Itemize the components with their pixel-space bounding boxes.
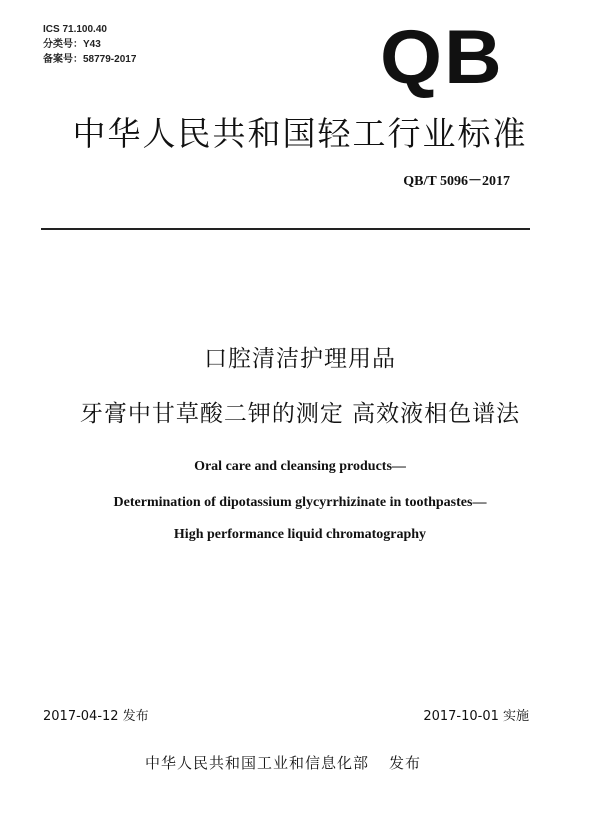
english-title-line-3: High performance liquid chromatography [173,527,427,542]
publisher-action: 发布 [389,754,422,772]
publisher-name: 中华人民共和国工业和信息化部 [145,754,370,772]
chinese-title-line-2: 牙膏中甘草酸二钾的测定 高效液相色谱法 [79,401,521,427]
classification-code: 分类号：Y43 [43,39,101,50]
record-number: 备案号：58779-2017 [43,54,137,65]
effective-date: 2017-10-01 实施 [423,709,529,724]
qb-logo: QB [380,15,504,100]
publisher-line [145,752,421,773]
ics-code: ICS 71.100.40 [43,24,107,35]
issue-date: 2017-04-12 发布 [43,709,149,724]
english-title-line-1: Oral care and cleansing products— [194,459,406,474]
english-title-line-2: Determination of dipotassium glycyrrhizinate in toothpastes— [113,495,487,510]
standard-number: QB/T 5096－2017 [403,174,510,189]
header-divider [41,228,530,230]
standard-category-title: 中华人民共和国轻工行业标准 [72,114,528,153]
classification-block [43,22,136,67]
chinese-title-line-1: 口腔清洁护理用品 [204,346,396,372]
